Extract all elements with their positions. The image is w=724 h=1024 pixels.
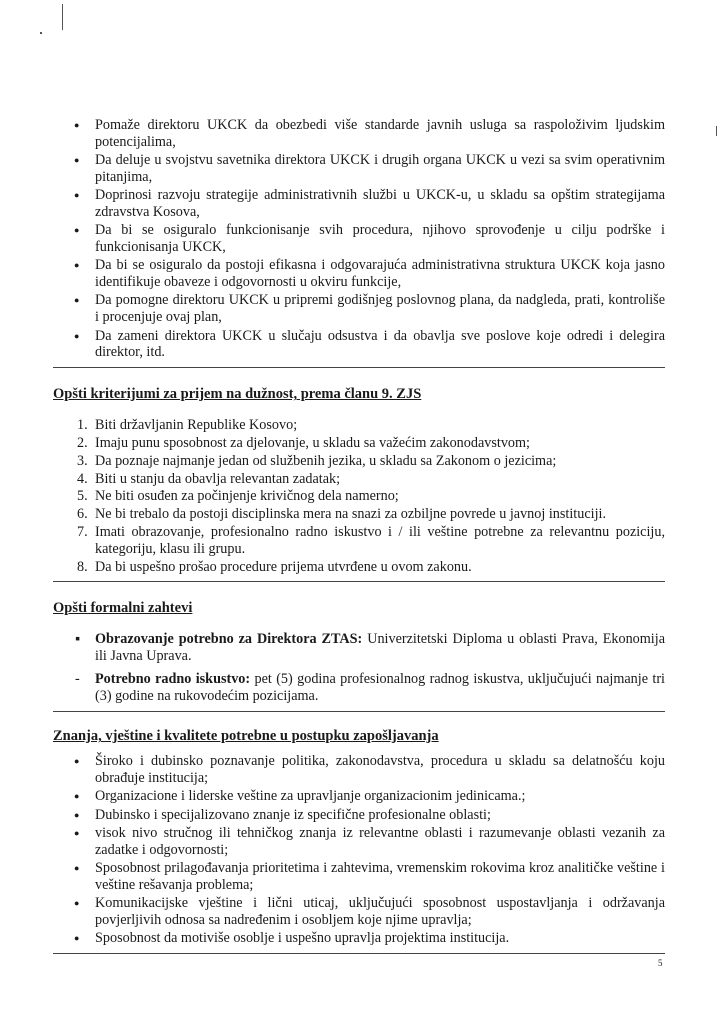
item-text: Da bi uspešno prošao procedure prijema utvrđene u ovom zakonu. <box>95 558 472 575</box>
requirement-item <box>53 631 665 665</box>
item-text: Imaju punu sposobnost za djelovanje, u skladu sa važećim zakonodavstvom; <box>95 434 530 451</box>
list-item: ● Da pomogne direktoru UKCK u pripremi godišnjeg poslovnog plana, da nadgleda, prati, kontroliše i procenjuje ovaj plan, <box>53 292 665 326</box>
requirement-label: Obrazovanje potrebno za Direktora ZTAS: <box>95 631 363 648</box>
list-item <box>53 559 665 576</box>
criteria-list <box>53 417 665 575</box>
skills-heading: Znanja, vještine i kvalitete potrebne u postupku zapošljavanja <box>53 728 439 745</box>
list-item <box>53 417 665 434</box>
list-item <box>53 471 665 488</box>
page-number: 5 <box>658 958 663 968</box>
list-item: ● Da deluje u svojstvu savetnika direktora UKCK i drugih organa UKCK u vezi sa svim operativnim pitanjima, <box>53 152 665 186</box>
item-number: 3. <box>77 452 88 469</box>
item-number: 6. <box>77 506 88 523</box>
item-number: 5. <box>77 488 88 505</box>
item-text: Biti u stanju da obavlja relevantan zadatak; <box>95 470 341 487</box>
list-item: ● Da bi se osiguralo funkcionisanje svih procedura, njihovo sprovođenje u cilju podrške i funkcionisanja UKCK, <box>53 222 665 256</box>
requirement-text: pet (5) godina profesionalnog radnog iskustva, uključujući najmanje tri (3) godine na rukovodećim pozicijama. <box>95 671 665 705</box>
list-item <box>53 453 665 470</box>
item-number: 7. <box>77 523 88 540</box>
intro-bullet-list <box>53 117 665 361</box>
list-item: ● Sposobnost da motiviše osoblje i uspešno upravlja projektima institucija. <box>53 930 665 947</box>
list-item <box>53 435 665 452</box>
requirement-text: Univerzitetski Diploma u oblasti Prava, Ekonomija ili Javna Uprava. <box>95 631 665 665</box>
item-number: 8. <box>77 558 88 575</box>
criteria-heading: Opšti kriterijumi za prijem na dužnost, prema članu 9. ZJS <box>53 386 422 403</box>
scan-mark <box>62 4 63 30</box>
item-text: Ne bi trebalo da postoji disciplinska mera na snazi za ozbiljne povrede u javnoj instituciji. <box>95 506 607 523</box>
document-body <box>53 117 665 954</box>
item-number: 4. <box>77 470 88 487</box>
dash-bullet-icon: - <box>75 671 80 688</box>
item-number: 2. <box>77 434 88 451</box>
item-number: 1. <box>77 417 88 434</box>
scan-speck <box>40 32 42 34</box>
item-text: Da poznaje najmanje jedan od službenih jezika, u skladu sa Zakonom o jezicima; <box>95 452 557 469</box>
list-item: ● Široko i dubinsko poznavanje politika, zakonodavstva, procedura u skladu sa delatnošću koju obrađuje institucija; <box>53 753 665 787</box>
list-item: ● Da zameni direktora UKCK u slučaju odsustva i da obavlja sve poslove koje odredi i delegira direktor, itd. <box>53 328 665 362</box>
item-text: Ne biti osuđen za počinjenje krivičnog dela namerno; <box>95 488 399 505</box>
list-item: ● Dubinsko i specijalizovano znanje iz specifične profesionalne oblasti; <box>53 807 665 824</box>
list-item <box>53 524 665 558</box>
divider <box>53 367 665 368</box>
list-item: ● Sposobnost prilagođavanja prioritetima i zahtevima, vremenskim rokovima kroz analitičke veštine i veštine rešavanja problema; <box>53 860 665 894</box>
formal-heading: Opšti formalni zahtevi <box>53 600 193 617</box>
requirement-label: Potrebno radno iskustvo: <box>95 671 251 688</box>
square-bullet-icon: ▪ <box>75 631 81 648</box>
list-item: ● Komunikacijske vještine i lični uticaj, uključujući sposobnost uspostavljanja i održavanja povjerljivih odnosa sa nadređenim i osobljem koje njime upravlja; <box>53 895 665 929</box>
skills-bullet-list <box>53 753 665 947</box>
list-item: ● Pomaže direktoru UKCK da obezbedi više standarde javnih usluga sa raspoloživim ljudskim potencijalima, <box>53 117 665 151</box>
list-item: ● Organizacione i liderske veštine za upravljanje organizacionim jedinicama.; <box>53 788 665 805</box>
list-item: ● Da bi se osiguralo da postoji efikasna i odgovarajuća administrativna struktura UKCK koja jasno identifikuje obaveze i odgovornosti u okviru funkcije, <box>53 257 665 291</box>
list-item <box>53 488 665 505</box>
list-item: ● Doprinosi razvoju strategije administrativnih službi u UKCK-u, u skladu sa opštim strategijama zdravstva Kosova, <box>53 187 665 221</box>
item-text: Imati obrazovanje, profesionalno radno iskustvo i / ili veštine potrebne za relevantnu poziciju, kategoriju, klasu ili grupu. <box>95 523 665 557</box>
list-item <box>53 506 665 523</box>
divider <box>53 953 665 954</box>
scan-edge-mark <box>716 126 717 136</box>
divider <box>53 581 665 582</box>
divider <box>53 711 665 712</box>
list-item: ● visok nivo stručnog ili tehničkog znanja iz relevantne oblasti i razumevanje oblasti vezanih za zadatke i odgovornosti; <box>53 825 665 859</box>
requirement-item <box>53 671 665 705</box>
item-text: Biti državljanin Republike Kosovo; <box>95 417 298 434</box>
